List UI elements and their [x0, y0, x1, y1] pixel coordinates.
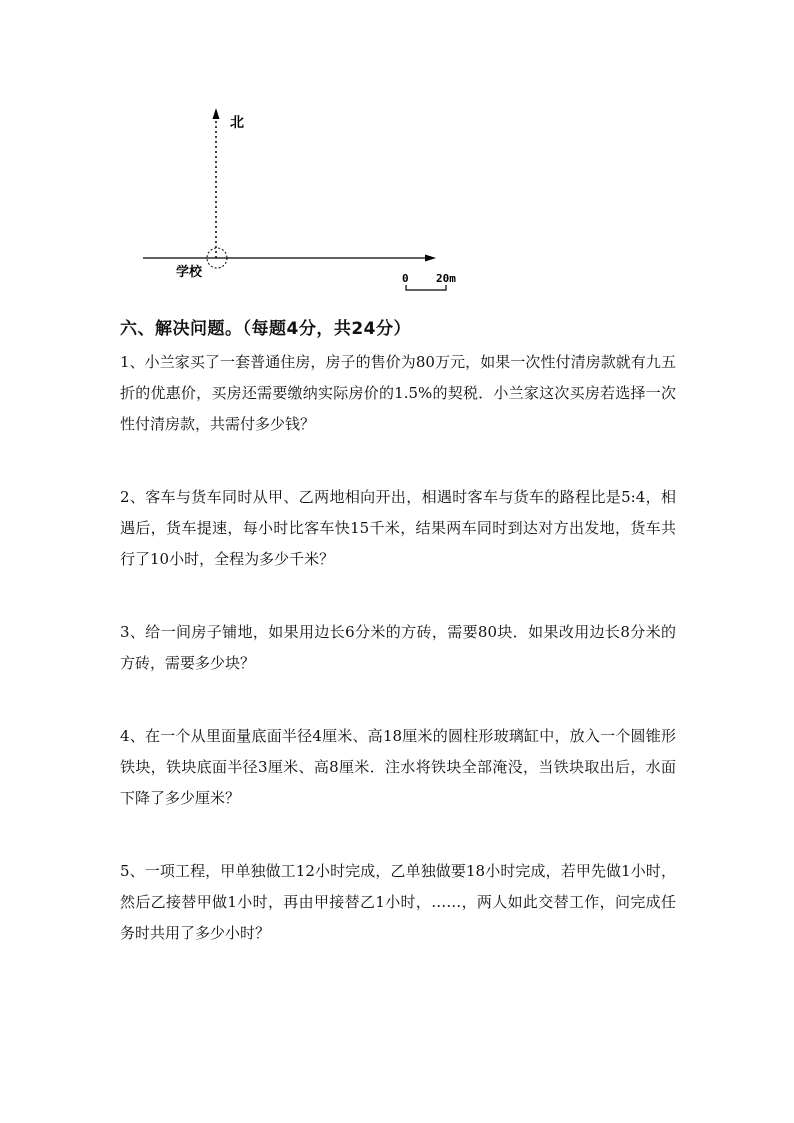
scale-zero-label: 0 — [402, 272, 409, 285]
problem-2: 2、客车与货车同时从甲、乙两地相向开出，相遇时客车与货车的路程比是5:4，相遇后，货车提速，每小时比客车快15千米，结果两车同时到达对方出发地，货车共行了10小时，全程为多少千米？ — [120, 488, 676, 568]
problem-3: 3、给一间房子铺地，如果用边长6分米的方砖，需要80块．如果改用边长8分米的方砖，需要多少块？ — [120, 623, 676, 672]
scale-length-label: 20m — [436, 272, 456, 285]
location-diagram — [0, 0, 794, 300]
north-label: 北 — [230, 115, 244, 131]
problem-4: 4、在一个从里面量底面半径4厘米、高18厘米的圆柱形玻璃缸中，放入一个圆锥形铁块，铁块底面半径3厘米、高8厘米．注水将铁块全部淹没，当铁块取出后，水面下降了多少厘米？ — [120, 727, 676, 807]
east-arrow-icon — [425, 255, 436, 262]
problem-1: 1、小兰家买了一套普通住房，房子的售价为80万元，如果一次性付清房款就有九五折的优惠价，买房还需要缴纳实际房价的1.5%的契税．小兰家这次买房若选择一次性付清房款，共需付多少钱？ — [120, 353, 676, 433]
problem-5: 5、一项工程，甲单独做工12小时完成，乙单独做要18小时完成，若甲先做1小时，然后乙接替甲做1小时，再由甲接替乙1小时，……，两人如此交替工作，问完成任务时共用了多少小时？ — [120, 862, 676, 942]
north-arrow-icon — [213, 108, 220, 119]
scale-bar — [406, 285, 446, 290]
school-label: 学校 — [176, 265, 203, 280]
section-title: 六、解决问题。（每题4分，共24分） — [120, 319, 411, 339]
